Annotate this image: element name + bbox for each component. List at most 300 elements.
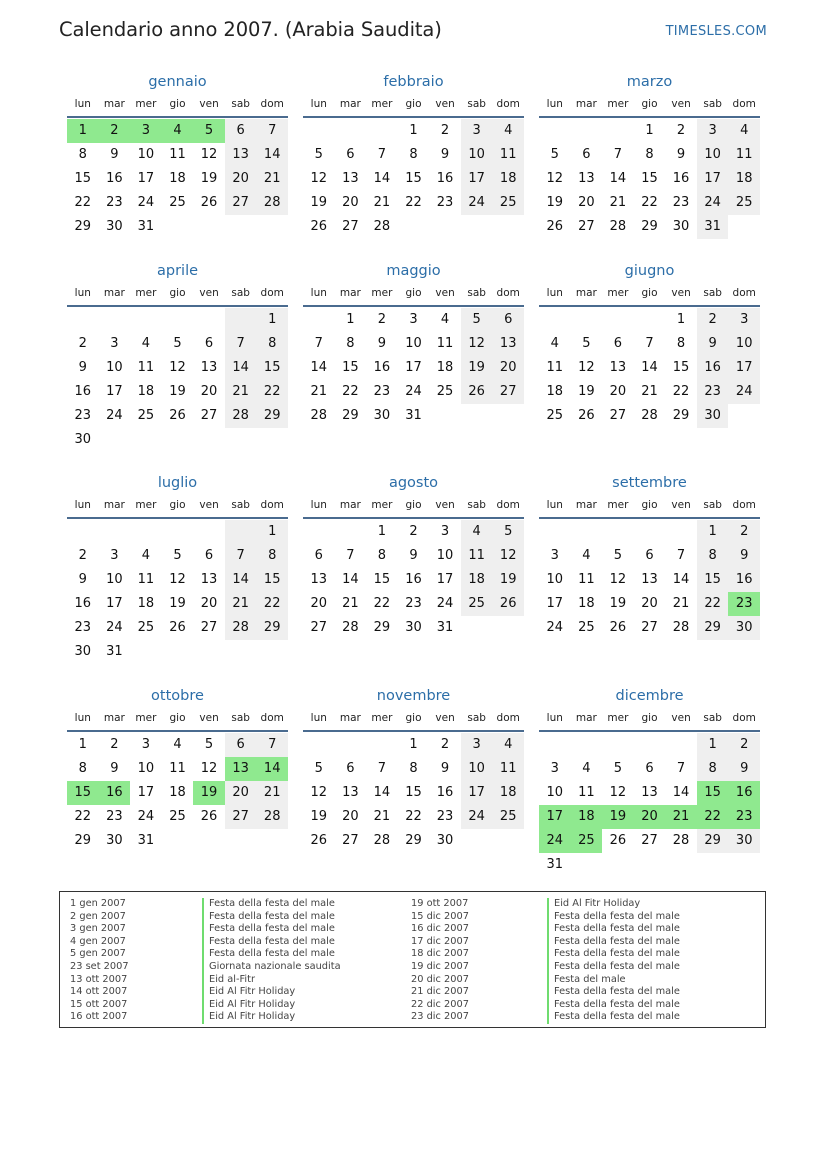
weekday-header [303,96,524,118]
day-cell: 18 [461,568,493,592]
holiday-name: Festa del male [547,974,680,987]
day-cell: 17 [137,785,155,800]
weekday-header [539,96,760,118]
day-cell: 1 [697,520,729,544]
day-cell: 22 [405,195,422,210]
day-cell: 23 [697,380,729,404]
month-name: luglio [157,475,198,491]
day-cell: 3 [110,548,119,563]
month-ottobre [67,686,288,877]
day-cell: 7 [256,119,288,143]
weekday-label: mer [371,287,393,299]
day-cell: 2 [409,524,418,539]
holiday-name: Festa della festa del male [547,936,680,949]
day-cell: 24 [106,408,123,423]
day-cell: 14 [225,568,257,592]
day-cell: 20 [225,167,257,191]
day-cell: 28 [225,616,257,640]
weekday-label: mer [607,499,629,511]
day-cell: 10 [106,360,123,375]
weekday-label: ven [671,499,691,511]
day-cell: 31 [137,833,155,848]
holiday-date: 3 gen 2007 [70,923,126,935]
empty-day-cell [99,308,131,332]
day-cell: 24 [106,620,123,635]
day-cell: 28 [256,805,288,829]
empty-day-cell [256,215,288,239]
holiday-name: Eid al-Fitr [202,974,341,987]
day-cell: 13 [310,572,328,587]
holiday-date: 19 dic 2007 [411,960,469,972]
empty-day-cell [193,520,225,544]
day-cell: 8 [697,757,729,781]
weekday-label: mar [103,287,125,299]
weekday-label: dom [260,499,284,511]
holiday-name: Festa della festa del male [202,911,341,924]
day-cell: 7 [377,147,387,162]
day-cell: 5 [173,548,182,563]
day-cell: 13 [225,143,257,167]
day-cell: 7 [645,336,654,351]
empty-day-cell [193,829,225,853]
day-cell: 27 [609,408,627,423]
month-name: maggio [386,263,441,279]
day-cell: 25 [137,408,155,423]
weekday-label: lun [74,98,91,110]
holiday-date: 16 dic 2007 [411,923,469,935]
holiday-day-cell: 14 [256,757,288,781]
day-cell: 27 [578,219,595,234]
weekday-label: sab [231,499,250,511]
day-cell: 11 [578,785,595,800]
day-cell: 11 [546,360,564,375]
day-cell: 17 [405,360,422,375]
day-cell: 24 [697,191,729,215]
empty-day-cell [225,215,257,239]
weekday-label: dom [732,287,756,299]
day-cell: 20 [342,809,359,824]
weekday-label: ven [671,98,691,110]
day-grid [67,118,288,263]
holiday-name: Festa della festa del male [547,911,680,924]
weekday-label: sab [703,98,722,110]
holiday-name: Festa della festa del male [547,1011,680,1024]
holiday-date: 16 ott 2007 [70,1011,128,1023]
weekday-label: lun [310,499,327,511]
day-cell: 13 [641,785,658,800]
holiday-day-cell: 5 [193,119,225,143]
weekday-header [539,285,760,307]
holiday-date: 14 ott 2007 [70,986,128,998]
day-grid [539,519,760,664]
holiday-name: Festa della festa del male [547,999,680,1012]
day-cell: 5 [613,548,623,563]
weekday-header [67,96,288,118]
month-aprile [67,261,288,452]
day-cell: 18 [728,167,760,191]
day-cell: 25 [578,620,595,635]
month-name: febbraio [383,74,444,90]
empty-day-cell [162,308,194,332]
day-cell: 3 [461,119,493,143]
empty-day-cell [665,853,697,877]
month-agosto [303,473,524,664]
weekday-label: mar [103,499,125,511]
day-cell: 8 [78,147,87,162]
day-cell: 23 [106,809,123,824]
day-cell: 6 [225,733,257,757]
day-cell: 4 [582,761,591,776]
day-cell: 25 [492,191,524,215]
day-cell: 15 [256,568,288,592]
day-cell: 30 [74,644,92,659]
day-cell: 8 [697,544,729,568]
day-cell: 10 [546,785,564,800]
day-cell: 7 [225,544,257,568]
weekday-label: mar [575,499,597,511]
empty-day-cell [634,520,666,544]
holiday-names-right [547,898,680,1024]
empty-day-cell [303,520,335,544]
day-cell: 30 [728,829,760,853]
weekday-label: gio [641,287,658,299]
day-cell: 30 [373,408,391,423]
month-name: giugno [624,263,675,279]
day-cell: 25 [461,592,493,616]
weekday-label: mer [135,287,157,299]
day-cell: 10 [728,332,760,356]
day-cell: 17 [106,596,123,611]
day-cell: 20 [200,596,218,611]
day-cell: 21 [373,195,391,210]
holiday-day-cell: 21 [665,805,697,829]
day-cell: 8 [409,147,418,162]
month-name: settembre [612,475,687,491]
day-cell: 21 [225,592,257,616]
day-cell: 26 [492,592,524,616]
weekday-label: mar [575,287,597,299]
day-cell: 26 [169,408,186,423]
day-cell: 7 [377,761,387,776]
day-cell: 25 [137,620,155,635]
empty-day-cell [571,853,603,877]
day-cell: 13 [609,360,627,375]
day-cell: 14 [225,356,257,380]
empty-day-cell [492,404,524,428]
day-cell: 11 [578,572,595,587]
weekday-label: sab [703,287,722,299]
day-cell: 3 [697,119,729,143]
day-cell: 20 [225,781,257,805]
month-marzo [539,72,760,263]
day-cell: 22 [342,384,359,399]
day-cell: 21 [342,596,359,611]
holiday-day-cell: 2 [99,119,131,143]
weekday-label: gio [641,98,658,110]
weekday-label: mer [135,712,157,724]
day-cell: 27 [342,219,359,234]
day-cell: 1 [346,312,355,327]
weekday-label: lun [546,98,563,110]
day-cell: 23 [436,809,454,824]
holiday-day-cell: 23 [728,805,760,829]
day-cell: 14 [672,785,690,800]
day-cell: 10 [405,336,422,351]
day-cell: 14 [641,360,658,375]
day-cell: 2 [78,548,87,563]
day-cell: 28 [256,191,288,215]
day-cell: 10 [137,147,155,162]
day-cell: 6 [204,336,214,351]
weekday-label: gio [641,712,658,724]
day-cell: 28 [609,219,627,234]
day-cell: 18 [137,596,155,611]
weekday-label: sab [231,287,250,299]
weekday-header [539,497,760,519]
day-cell: 12 [200,761,218,776]
day-cell: 29 [74,219,92,234]
day-cell: 4 [461,520,493,544]
day-cell: 15 [256,356,288,380]
holiday-date: 23 dic 2007 [411,1011,469,1023]
day-cell: 5 [173,336,182,351]
brand-link[interactable]: TIMESLES.COM [665,24,767,39]
day-cell: 20 [578,195,595,210]
day-cell: 24 [546,620,564,635]
empty-day-cell [162,640,194,664]
day-cell: 25 [546,408,564,423]
weekday-label: gio [169,98,186,110]
day-cell: 29 [641,219,658,234]
day-cell: 19 [200,171,218,186]
day-cell: 9 [728,757,760,781]
weekday-label: sab [231,712,250,724]
weekday-label: sab [467,499,486,511]
empty-day-cell [67,308,99,332]
day-cell: 8 [645,147,654,162]
day-cell: 19 [169,596,186,611]
day-cell: 6 [346,147,355,162]
day-cell: 19 [609,596,627,611]
day-cell: 16 [436,785,454,800]
day-cell: 11 [728,143,760,167]
day-cell: 29 [373,620,391,635]
day-cell: 24 [728,380,760,404]
day-cell: 19 [310,809,328,824]
day-cell: 11 [137,360,155,375]
empty-day-cell [225,829,257,853]
day-cell: 29 [405,833,422,848]
day-cell: 20 [310,596,328,611]
day-cell: 10 [461,143,493,167]
month-name: marzo [626,74,673,90]
holiday-day-cell: 23 [728,592,760,616]
day-cell: 31 [137,219,155,234]
day-cell: 2 [697,308,729,332]
day-cell: 7 [676,761,686,776]
day-cell: 21 [256,167,288,191]
day-cell: 26 [461,380,493,404]
day-cell: 17 [461,781,493,805]
day-cell: 6 [645,761,654,776]
day-cell: 20 [200,384,218,399]
day-cell: 21 [373,809,391,824]
holiday-name: Eid Al Fitr Holiday [547,898,680,911]
day-cell: 9 [440,761,450,776]
day-cell: 19 [461,356,493,380]
day-cell: 25 [169,195,186,210]
weekday-label: mer [371,712,393,724]
weekday-label: gio [641,499,658,511]
day-cell: 2 [110,737,119,752]
day-cell: 13 [641,572,658,587]
weekday-label: dom [496,98,520,110]
empty-day-cell [303,119,335,143]
day-cell: 24 [461,191,493,215]
weekday-label: mer [607,287,629,299]
day-cell: 12 [169,360,186,375]
holiday-day-cell: 1 [67,119,99,143]
day-cell: 31 [546,857,564,872]
holiday-name: Festa della festa del male [202,898,341,911]
day-grid [303,118,524,263]
month-maggio [303,261,524,452]
day-cell: 2 [728,733,760,757]
day-cell: 26 [609,620,627,635]
day-cell: 14 [672,572,690,587]
day-cell: 5 [314,147,323,162]
day-cell: 31 [436,620,454,635]
day-cell: 29 [74,833,92,848]
day-cell: 7 [613,147,623,162]
day-cell: 12 [546,171,564,186]
day-cell: 9 [728,544,760,568]
weekday-label: lun [74,712,91,724]
day-cell: 13 [578,171,595,186]
weekday-label: mar [339,712,361,724]
holiday-name: Festa della festa del male [547,961,680,974]
day-cell: 26 [310,219,328,234]
day-cell: 28 [225,404,257,428]
day-cell: 6 [314,548,323,563]
weekday-label: ven [435,712,455,724]
weekday-label: dom [260,287,284,299]
day-cell: 5 [314,761,323,776]
holiday-date: 1 gen 2007 [70,898,126,909]
weekday-label: lun [310,98,327,110]
empty-day-cell [366,119,398,143]
weekday-label: mer [371,98,393,110]
holiday-date: 19 ott 2007 [411,898,469,909]
month-name: dicembre [615,688,684,704]
empty-day-cell [193,308,225,332]
day-cell: 9 [676,147,686,162]
weekday-label: dom [260,98,284,110]
weekday-label: sab [467,287,486,299]
day-cell: 27 [342,833,359,848]
day-cell: 19 [169,384,186,399]
day-cell: 8 [78,761,87,776]
day-cell: 27 [310,620,328,635]
holiday-name: Festa della festa del male [547,948,680,961]
holiday-day-cell: 13 [225,757,257,781]
empty-day-cell [162,215,194,239]
day-cell: 10 [106,572,123,587]
day-cell: 3 [110,336,119,351]
holiday-day-cell: 17 [539,805,571,829]
weekday-label: ven [435,499,455,511]
day-cell: 15 [672,360,690,375]
day-cell: 11 [436,336,454,351]
empty-day-cell [162,520,194,544]
weekday-label: dom [732,98,756,110]
empty-day-cell [571,733,603,757]
month-giugno [539,261,760,452]
day-cell: 28 [342,620,359,635]
day-cell: 5 [461,308,493,332]
day-cell: 27 [492,380,524,404]
weekday-label: lun [546,712,563,724]
day-cell: 19 [546,195,564,210]
day-cell: 18 [137,384,155,399]
month-name: aprile [156,263,199,279]
day-cell: 31 [697,215,729,239]
empty-day-cell [461,404,493,428]
day-cell: 4 [141,336,151,351]
empty-day-cell [225,640,257,664]
weekday-label: dom [260,712,284,724]
holiday-day-cell: 3 [130,119,162,143]
empty-day-cell [67,520,99,544]
day-cell: 1 [409,123,418,138]
day-cell: 7 [676,548,686,563]
day-cell: 4 [440,312,450,327]
empty-day-cell [571,520,603,544]
weekday-label: lun [546,287,563,299]
empty-day-cell [99,428,131,452]
weekday-header [539,710,760,732]
day-cell: 23 [74,408,92,423]
empty-day-cell [130,640,162,664]
day-cell: 2 [676,123,686,138]
day-cell: 29 [672,408,690,423]
empty-day-cell [193,428,225,452]
day-cell: 17 [137,171,155,186]
holiday-day-cell: 16 [728,781,760,805]
day-cell: 16 [436,171,454,186]
day-cell: 21 [225,380,257,404]
day-cell: 12 [169,572,186,587]
month-name: ottobre [151,688,204,704]
day-cell: 4 [582,548,591,563]
day-cell: 14 [373,785,391,800]
month-gennaio [67,72,288,263]
weekday-label: mer [371,499,393,511]
day-cell: 1 [409,737,418,752]
day-cell: 3 [550,761,559,776]
holiday-date: 15 dic 2007 [411,910,469,922]
weekday-header [67,497,288,519]
day-cell: 11 [492,143,524,167]
holiday-day-cell: 25 [571,829,603,853]
day-cell: 26 [200,809,218,824]
holiday-date: 15 ott 2007 [70,998,128,1010]
day-cell: 17 [106,384,123,399]
day-cell: 13 [342,785,359,800]
day-cell: 9 [409,548,418,563]
day-cell: 30 [405,620,422,635]
day-cell: 15 [342,360,359,375]
